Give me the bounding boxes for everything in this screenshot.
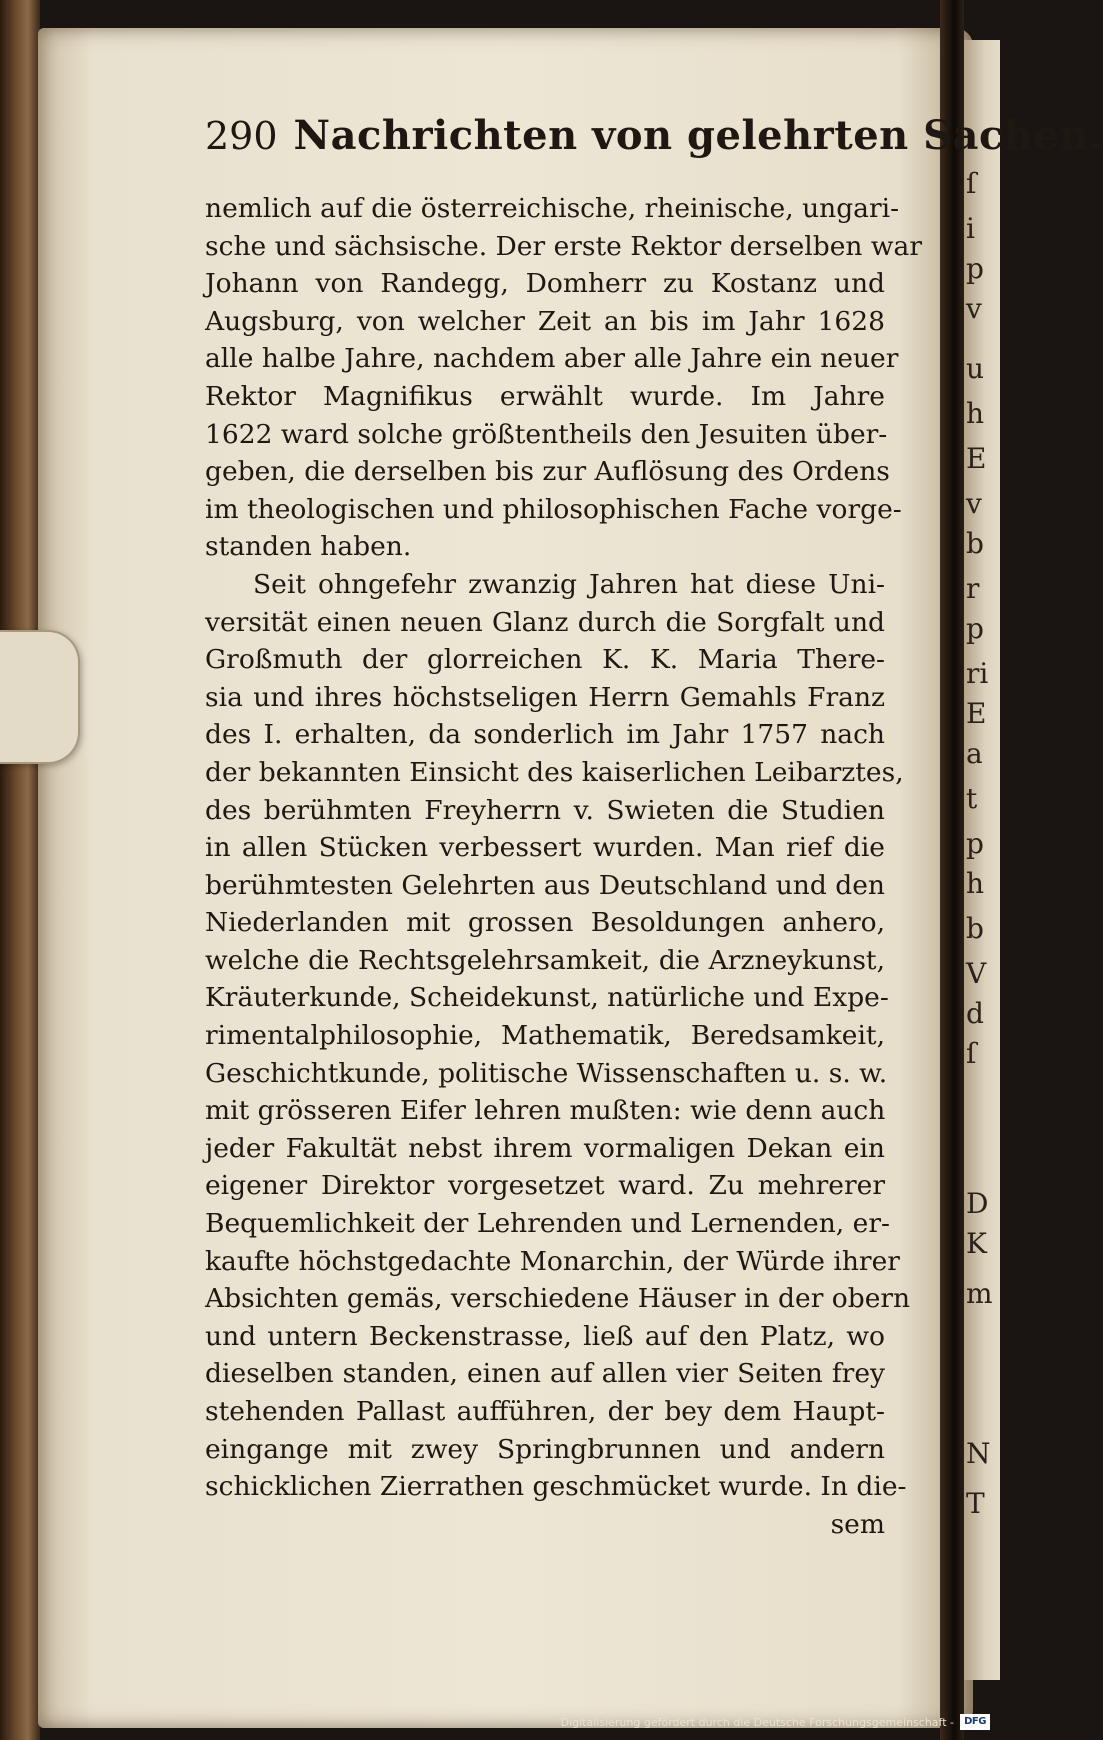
text-line: 1622 ward solche größtentheils den Jesuiten über- [205, 418, 888, 450]
next-page-fragment: K [966, 1227, 987, 1260]
next-page-fragment: h [966, 867, 985, 900]
next-page-fragment: v [966, 292, 982, 325]
text-line: Kräuterkunde, Scheidekunst, natürliche und Expe- [205, 982, 889, 1014]
next-page-fragment: ri [966, 657, 989, 690]
next-page-fragment: p [966, 827, 984, 860]
next-page-fragment: T [966, 1487, 985, 1520]
text-line: sia und ihres höchstseligen Herrn Gemahls Franz [205, 681, 885, 713]
text-line: welche die Rechtsgelehrsamkeit, die Arzneykunst, [205, 944, 885, 976]
next-page-fragment: p [966, 252, 984, 285]
book-spine-edge [0, 0, 40, 1740]
next-page-fragment: E [966, 442, 987, 475]
text-line: Seit ohngefehr zwanzig Jahren hat diese Uni- [253, 568, 885, 600]
text-line: rimentalphilosophie, Mathematik, Beredsamkeit, [205, 1020, 885, 1052]
next-page-fragment: V [966, 957, 987, 990]
digitization-credit [561, 1708, 990, 1736]
text-line: Niederlanden mit grossen Besoldungen anhero, [205, 907, 885, 939]
text-line: Absichten gemäs, verschiedene Häuser in der obern [205, 1283, 911, 1315]
next-page-fragment: d [966, 997, 984, 1030]
next-page-fragment: u [966, 352, 985, 385]
text-line: mit grösseren Eifer lehren mußten: wie denn auch [205, 1095, 886, 1127]
body-text [205, 190, 923, 1543]
next-page-fragment: N [966, 1437, 991, 1470]
text-line: versität einen neuen Glanz durch die Sorgfalt und [205, 606, 885, 638]
next-page-fragment: ſ [966, 1037, 977, 1070]
text-line: eigener Direktor vorgesetzet ward. Zu mehrerer [205, 1170, 885, 1202]
text-line: des berühmten Freyherrn v. Swieten die Studien [205, 794, 885, 826]
text-line: eingange mit zwey Springbrunnen und andern [205, 1433, 885, 1465]
text-line: alle halbe Jahre, nachdem aber alle Jahre ein neuer [205, 343, 899, 375]
next-page-edge [964, 40, 1000, 1680]
next-page-fragment: i [966, 212, 975, 245]
next-page-fragment: ſ [966, 167, 977, 200]
next-page-fragment: t [966, 782, 978, 815]
next-page-fragment: D [966, 1187, 989, 1220]
next-page-fragment: r [966, 572, 980, 605]
text-line: Bequemlichkeit der Lehrenden und Lernenden, er- [205, 1208, 890, 1240]
next-page-fragment: E [966, 697, 987, 730]
text-line: Johann von Randegg, Domherr zu Kostanz und [205, 268, 885, 300]
book-gutter [940, 0, 964, 1740]
text-line: schicklichen Zierrathen geschmücket wurde. In die- [205, 1471, 907, 1503]
text-line: stehenden Pallast aufführen, der bey dem Haupt- [205, 1396, 885, 1427]
credit-text: Digitalisierung gefördert durch die Deutsche Forschungsgemeinschaft - [560, 1715, 954, 1729]
text-line: der bekannten Einsicht des kaiserlichen Leibarztes, [205, 756, 904, 788]
text-line: jeder Fakultät nebst ihrem vormaligen Dekan ein [205, 1132, 885, 1164]
text-line: Augsburg, von welcher Zeit an bis im Jahr 1628 [205, 305, 885, 337]
next-page-fragment: a [966, 737, 983, 770]
text-line: standen haben. [205, 531, 412, 563]
dfg-logo-icon: DFG [960, 1714, 990, 1730]
text-line: Großmuth der glorreichen K. K. Maria There- [205, 644, 885, 676]
text-line: geben, die derselben bis zur Auflösung des Ordens [205, 456, 890, 488]
next-page-fragment: b [966, 912, 984, 945]
bookmark-clip [0, 630, 80, 764]
text-line: berühmtesten Gelehrten aus Deutschland und den [205, 869, 885, 901]
text-line: Rektor Magnifikus erwählt wurde. Im Jahre [205, 380, 885, 412]
text-line: und untern Beckenstrasse, ließ auf den Platz, wo [205, 1320, 885, 1352]
page-header [205, 112, 1103, 172]
text-line: des I. erhalten, da sonderlich im Jahr 1757 nach [205, 719, 885, 751]
next-page-fragment: v [966, 487, 982, 520]
text-line: sche und sächsische. Der erste Rektor derselben war [205, 230, 923, 262]
next-page-fragment: b [966, 527, 984, 560]
running-title: Nachrichten von gelehrten Sachen. [293, 112, 1103, 159]
next-page-fragment: h [966, 397, 985, 430]
page-number: 290 [205, 114, 278, 158]
catchword: sem [830, 1508, 885, 1540]
text-line: dieselben standen, einen auf allen vier Seiten frey [205, 1358, 885, 1390]
text-line: Geschichtkunde, politische Wissenschaften u. s. w. [205, 1057, 888, 1089]
text-line: nemlich auf die österreichische, rheinische, ungari- [205, 193, 900, 224]
text-line: in allen Stücken verbessert wurden. Man rief die [205, 832, 885, 864]
text-line: kaufte höchstgedachte Monarchin, der Würde ihrer [205, 1245, 900, 1277]
text-line: im theologischen und philosophischen Fache vorge- [205, 493, 902, 525]
next-page-fragment: m [966, 1277, 993, 1310]
next-page-fragment: p [966, 612, 984, 645]
